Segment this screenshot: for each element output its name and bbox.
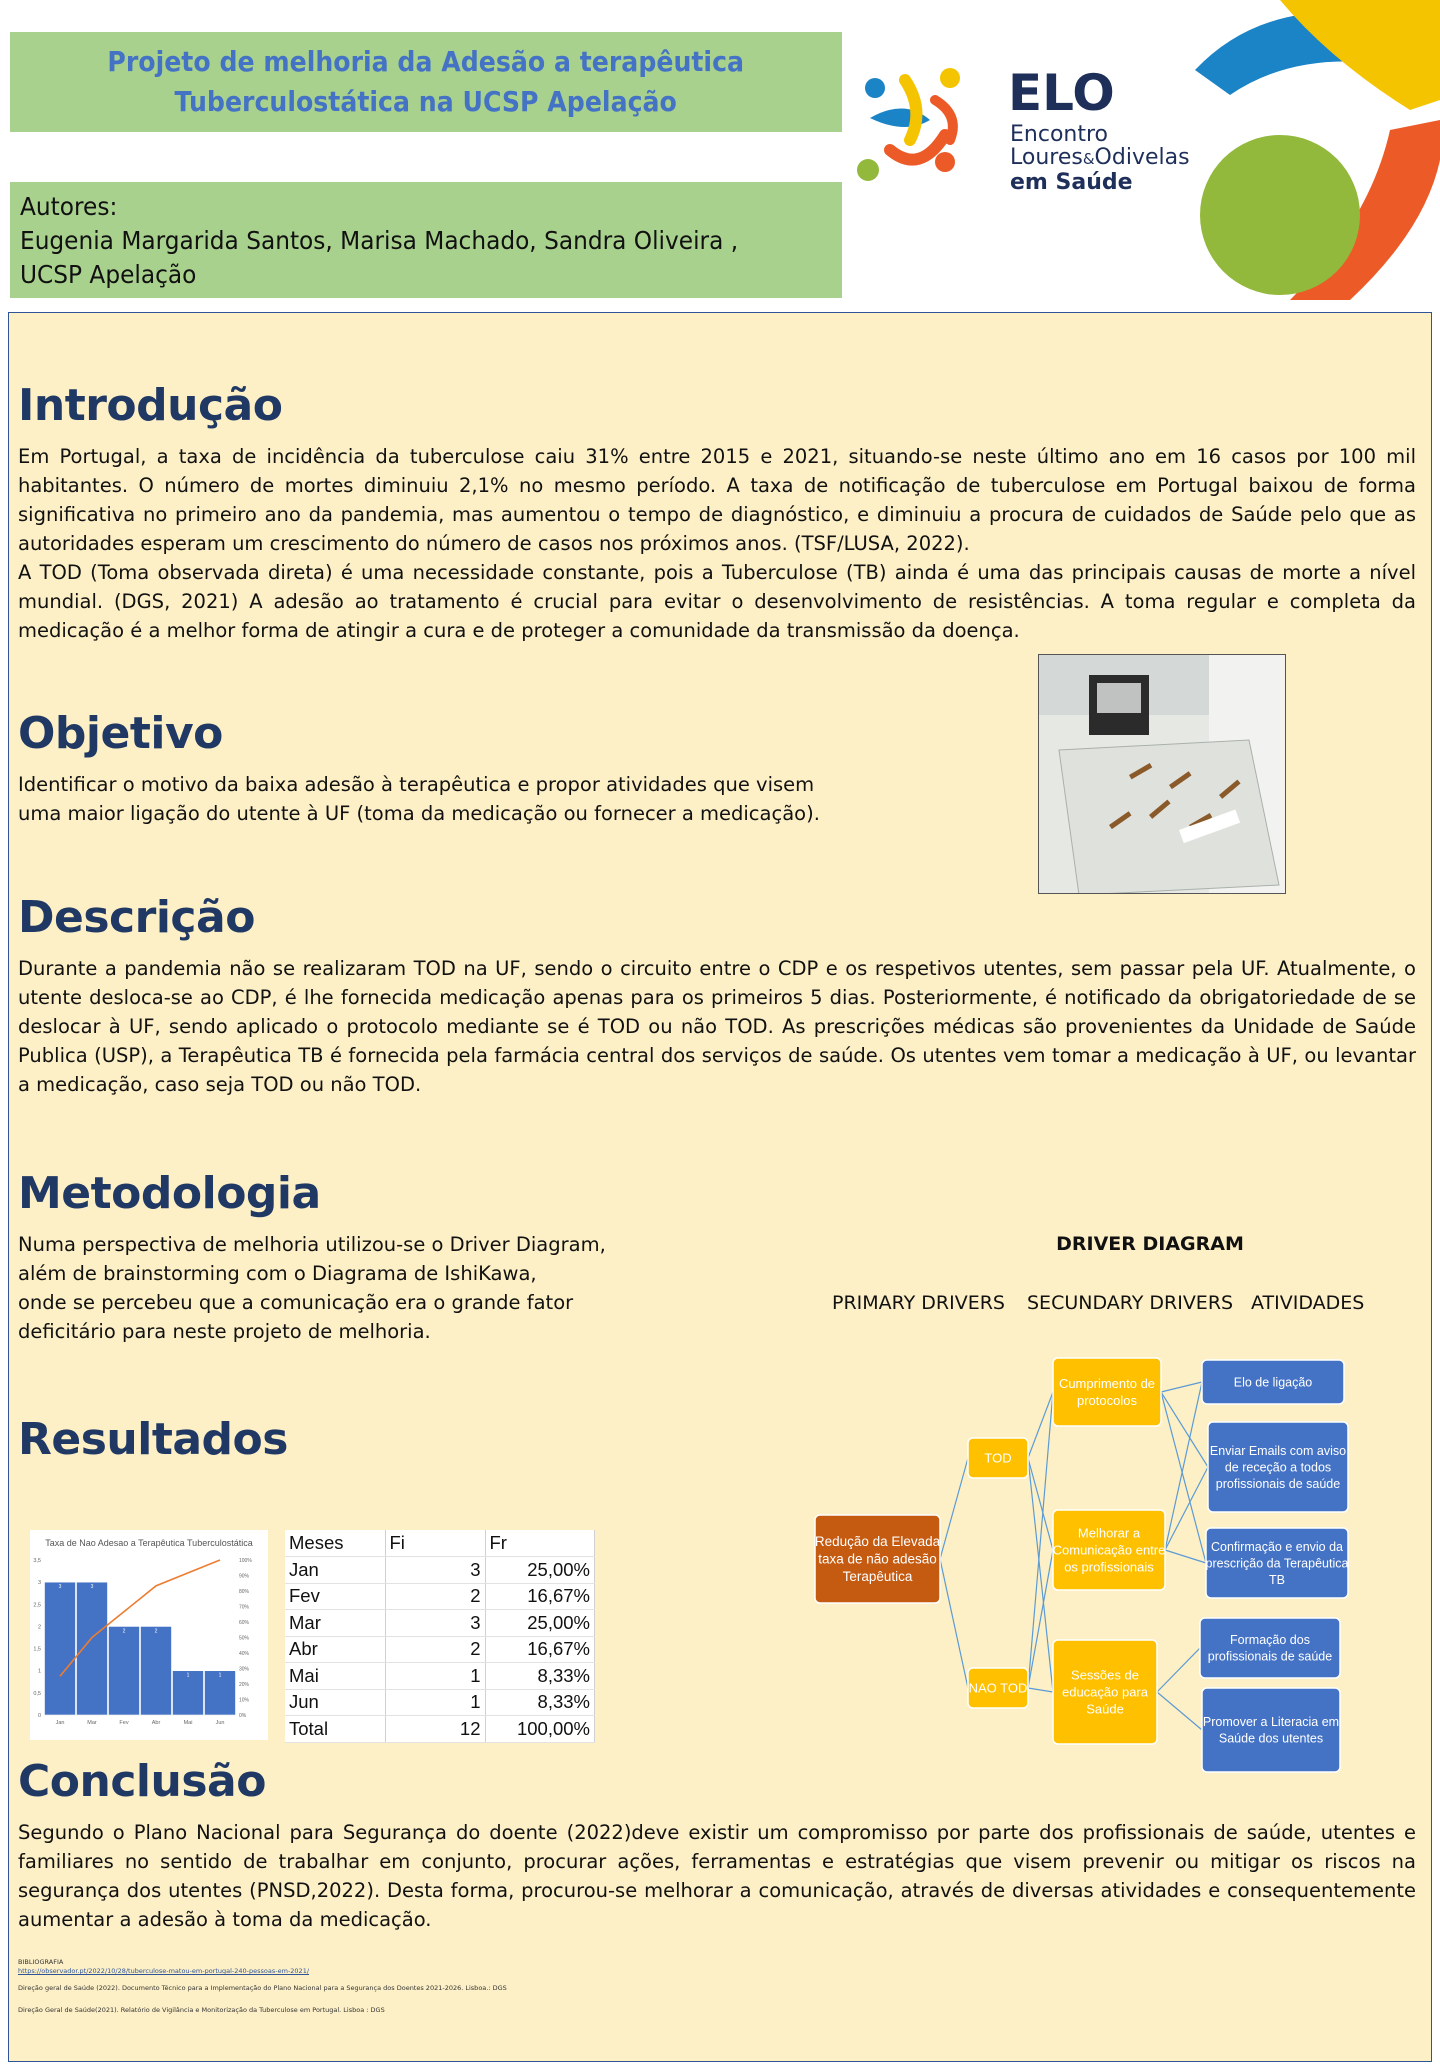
table-cell: Jun [285,1689,385,1716]
y2-tick-label: 40% [239,1651,250,1657]
goal-node [815,1515,941,1603]
objective-line-1: Identificar o motivo da baixa adesão à terapêutica e propor atividades que visem [18,773,815,796]
bibliography-link[interactable]: https://observador.pt/2022/10/28/tuberculose-matou-em-portugal-240-pessoas-em-2021/ [18,1967,310,1975]
dot-yellow [940,68,960,88]
activity-node-2-text-0: Confirmação e envio da [1210,1539,1344,1554]
secondary-driver-node-2-text-2: Saúde [1086,1701,1124,1717]
table-row [285,1636,595,1663]
y2-tick-label: 80% [239,1589,250,1595]
description-heading: Descrição [18,892,255,943]
connector-sec0-act1 [1161,1392,1208,1467]
table-row [285,1689,595,1716]
activity-node-1-text-0: Enviar Emails com aviso [1209,1443,1347,1458]
table-cell: 8,33% [485,1663,595,1690]
table-cell: 8,33% [485,1689,595,1716]
y-tick-label: 2,5 [33,1602,41,1609]
table-cell: 25,00% [485,1557,595,1584]
activities-label: ATIVIDADES [1251,1292,1365,1314]
logo-line3: em Saúde [1010,170,1133,195]
table-cell: Total [285,1716,385,1743]
intro-heading: Introdução [18,380,283,431]
elo-logo [850,0,1440,300]
results-heading: Resultados [18,1414,288,1465]
connector-tod-sec-0 [1028,1392,1053,1458]
table-cell: 12 [385,1716,485,1743]
x-tick-label: Fev [119,1720,129,1726]
authors-names: Eugenia Margarida Santos, Marisa Machado, Sandra Oliveira , [20,226,739,255]
table-row [285,1583,595,1610]
y-tick-label: 3,5 [33,1558,41,1564]
table-cell: 16,67% [485,1636,595,1663]
circle-green [1200,135,1360,295]
table-cell: 2 [385,1583,485,1610]
table-row [285,1610,595,1637]
secondary-driver-node-2 [1053,1640,1157,1744]
connector-naotod-sec-2 [1028,1688,1053,1692]
primary-drivers-label: PRIMARY DRIVERS [832,1292,1005,1314]
y-tick-label: 1,5 [33,1646,41,1653]
table-cell: Mar [285,1610,385,1637]
logo-name: ELO [1008,64,1115,122]
poster-title-box [10,32,842,132]
connector-tod-sec-2 [1028,1458,1053,1692]
table-header-row [285,1530,595,1557]
title-line-2: Tuberculostática na UCSP Apelação [174,85,678,118]
connector-sec2-act3 [1157,1648,1200,1692]
methodology-paragraph [18,1230,638,1346]
table-cell: 25,00% [485,1610,595,1637]
activity-node-4-text-1: Saúde dos utentes [1218,1731,1324,1746]
connector-sec0-act0 [1161,1382,1202,1392]
objective-heading: Objetivo [18,708,223,759]
table-row [285,1557,595,1584]
dot-blue [865,78,885,98]
poster-title [108,42,745,122]
activity-node-4-text-0: Promover a Literacia em [1202,1715,1340,1730]
driver-diagram-title: DRIVER DIAGRAM [1056,1233,1244,1255]
secondary-driver-node-0 [1053,1358,1161,1426]
methodology-heading: Metodologia [18,1168,321,1219]
intro-paragraph-1: Em Portugal, a taxa de incidência da tuberculose caiu 31% entre 2015 e 2021, situando-se neste último ano em 16 casos por 100 mil habitantes. O número de mortes diminuiu 2,1% no mesmo período. A taxa de notificação de tuberculose em Portugal baixou de forma significativa no primeiro ano da pandemia, mas aumentou o tempo de diagnóstico, e diminuiu a procura de cuidados de Saúde pelo que as autoridades esperam um crescimento do número de casos nos próximos anos. (TSF/LUSA, 2022). [18,445,1416,555]
secondary-drivers-label: SECUNDARY DRIVERS [1027,1292,1234,1314]
table-cell: Abr [285,1636,385,1663]
y-tick-label: 0 [37,1713,41,1719]
secondary-driver-node-2-text-0: Sessões de [1071,1667,1139,1683]
bibliography-ref-1: Direção geral de Saúde (2022). Documento Técnico para a Implementação do Plano Nacional para a Segurança dos Doentes 2021-2026. Lisboa.: DGS [18,1984,507,1992]
connector-sec1-act1 [1165,1467,1208,1550]
y2-tick-label: 60% [239,1620,250,1626]
table-cell: 1 [385,1689,485,1716]
y2-tick-label: 100% [239,1558,252,1564]
activity-node-3-text-1: profissionais de saúde [1207,1649,1333,1664]
x-tick-label: Mai [183,1720,193,1726]
bar-value-label: 3 [58,1584,62,1591]
connector-goal-tod [940,1458,968,1559]
activity-node-2-text-1: prescrição da Terapêutica [1205,1556,1349,1571]
bibliography-label: BIBLIOGRAFIA [18,1958,64,1966]
secondary-driver-node-2-text-1: educação para [1061,1684,1149,1700]
bar-Fev [109,1626,140,1715]
activity-node-2 [1206,1528,1349,1598]
table-cell: 16,67% [485,1583,595,1610]
bar-Mar [77,1582,108,1715]
methodology-line-2: além de brainstorming com o Diagrama de IshiKawa, [18,1262,537,1285]
chart-bars [45,1582,236,1715]
bibliography-ref-2: Direção Geral de Saúde(2021). Relatório de Vigilância e Monitorização da Tuberculose em Portugal. Lisboa : DGS [18,2006,385,2014]
conclusion-paragraph: Segundo o Plano Nacional para Segurança do doente (2022)deve existir um compromisso por parte dos profissionais de saúde, utentes e familiares no sentido de trabalhar em conjunto, procurar ações, ferramentas e estratégias que visem prevenir ou mitigar os riscos na segurança dos utentes (PNSD,2022). Desta forma, procurou-se melhorar a comunicação, através de diversas atividades e consequentemente aumentar a adesão à toma da medicação. [18,1821,1416,1931]
bar-value-label: 3 [90,1584,94,1591]
objective-line-2: uma maior ligação do utente à UF (toma da medicação ou fornecer a medicação). [18,802,820,825]
table-cell: Fev [285,1583,385,1610]
goal-node-text-1: taxa de não adesão [818,1551,937,1567]
table-cell: 3 [385,1557,485,1584]
frequency-table [285,1530,595,1743]
activity-node-2-text-2: TB [1269,1572,1285,1587]
x-tick-label: Abr [151,1720,161,1726]
authors-box [10,182,842,298]
activity-node-0-text-0: Elo de ligação [1233,1375,1313,1390]
authors-unit: UCSP Apelação [20,260,197,289]
table-row [285,1663,595,1690]
activity-node-0 [1202,1360,1344,1404]
secondary-driver-node-1-text-1: Comunicação entre [1052,1542,1166,1558]
y2-tick-label: 0% [239,1713,247,1719]
activity-node-3-text-0: Formação dos [1230,1633,1310,1648]
primary-driver-node-1-text-0: NAO TOD [968,1680,1028,1696]
primary-driver-node-1 [968,1668,1028,1708]
connector-goal-naotod [940,1559,968,1688]
y2-tick-label: 90% [239,1573,250,1580]
table-header-cell: Meses [285,1530,385,1557]
driver-diagram-nodes [815,1358,1349,1772]
secondary-driver-node-1 [1053,1510,1166,1590]
primary-driver-node-0-text-0: TOD [984,1450,1012,1466]
primary-driver-node-0 [968,1438,1028,1478]
conclusion-heading: Conclusão [18,1756,266,1807]
pareto-chart [30,1530,268,1740]
activity-node-1 [1208,1422,1348,1512]
table-cell: Mai [285,1663,385,1690]
activity-node-3 [1200,1618,1340,1678]
bar-value-label: 1 [186,1672,190,1679]
objective-paragraph [18,770,838,828]
table-cell: Jan [285,1557,385,1584]
goal-node-text-0: Redução da Elevada [814,1534,941,1550]
activity-node-1-text-2: profissionais de saúde [1215,1476,1341,1491]
bar-value-label: 2 [154,1628,158,1635]
table-cell: 1 [385,1663,485,1690]
x-tick-label: Jan [55,1720,65,1726]
bar-Abr [141,1626,172,1715]
y2-tick-label: 70% [239,1604,250,1611]
connector-sec2-act4 [1157,1692,1202,1730]
methodology-line-3: onde se percebeu que a comunicação era o grande fator [18,1291,574,1314]
connector-sec1-act2 [1165,1550,1206,1563]
methodology-line-1: Numa perspectiva de melhoria utilizou-se o Driver Diagram, [18,1233,606,1256]
driver-diagram [810,1350,1370,1790]
bar-value-label: 2 [122,1628,126,1635]
dot-orange [935,152,955,172]
frequency-table-box [285,1530,595,1743]
x-tick-label: Jun [215,1720,225,1726]
dot-green [857,159,879,181]
description-paragraph: Durante a pandemia não se realizaram TOD na UF, sendo o circuito entre o CDP e os respetivos utentes, sem passar pela UF. Atualmente, o utente desloca-se ao CDP, é lhe fornecida medicação apenas para os primeiros 5 dias. Posteriormente, é notificado da obrigatoriedade de se deslocar à UF, sendo aplicado o protocolo mediante se é TOD ou não TOD. As prescrições médicas são provenientes da Unidade de Saúde Publica (USP), a Terapêutica TB é fornecida pela farmácia central dos serviços de saúde. Os utentes vem tomar a medicação à UF, ou levantar a medicação, caso seja TOD ou não TOD. [18,957,1416,1096]
goal-node-text-2: Terapêutica [842,1569,913,1585]
y2-tick-label: 50% [239,1635,250,1642]
activity-node-1-text-1: de receção a todos [1224,1460,1332,1475]
medication-photo [1038,654,1286,894]
table-cell: 2 [385,1636,485,1663]
y-tick-label: 2 [37,1624,41,1631]
title-line-1: Projeto de melhoria da Adesão a terapêutica [107,45,745,78]
y-tick-label: 1 [37,1668,41,1675]
elo-logo-graphic [850,0,1440,300]
secondary-driver-node-0-text-1: protocolos [1077,1393,1137,1409]
activity-node-4 [1202,1688,1340,1772]
bar-value-label: 1 [218,1672,222,1679]
y2-tick-label: 30% [239,1666,250,1673]
authors-label: Autores: [20,192,118,221]
x-tick-label: Mar [87,1720,97,1726]
table-cell: 3 [385,1610,485,1637]
pareto-chart-svg [30,1530,268,1740]
chart-title: Taxa de Nao Adesao a Terapêutica Tuberculostática [45,1538,253,1548]
methodology-line-4: deficitário para neste projeto de melhoria. [18,1320,431,1343]
table-header-cell: Fr [485,1530,595,1557]
secondary-driver-node-0-text-0: Cumprimento de [1058,1376,1156,1392]
secondary-driver-node-1-text-0: Melhorar a [1077,1525,1141,1541]
secondary-driver-node-1-text-2: os profissionais [1064,1559,1154,1575]
medication-photo-graphic [1039,655,1286,894]
y-tick-label: 3 [37,1580,41,1587]
bar-Jan [45,1582,76,1715]
y2-tick-label: 20% [239,1682,250,1688]
logo-line1: Encontro [1010,122,1108,147]
y2-tick-label: 10% [239,1697,250,1704]
logo-line2: Loures&Odivelas [1010,145,1190,170]
table-header-cell: Fi [385,1530,485,1557]
table-cell: 100,00% [485,1716,595,1743]
intro-paragraph-2: A TOD (Toma observada direta) é uma necessidade constante, pois a Tuberculose (TB) ainda é uma das principais causas de morte a nível mundial. (DGS, 2021) A adesão ao tratamento é crucial para evitar o desenvolvimento de resistências. A toma regular e completa da medicação é a melhor forma de atingir a cura e de proteger a comunidade da transmissão da doença. [18,561,1416,642]
y-tick-label: 0,5 [33,1690,41,1697]
stroke-orange [890,135,945,160]
table-row [285,1716,595,1743]
connector-naotod-sec-0 [1028,1392,1053,1688]
